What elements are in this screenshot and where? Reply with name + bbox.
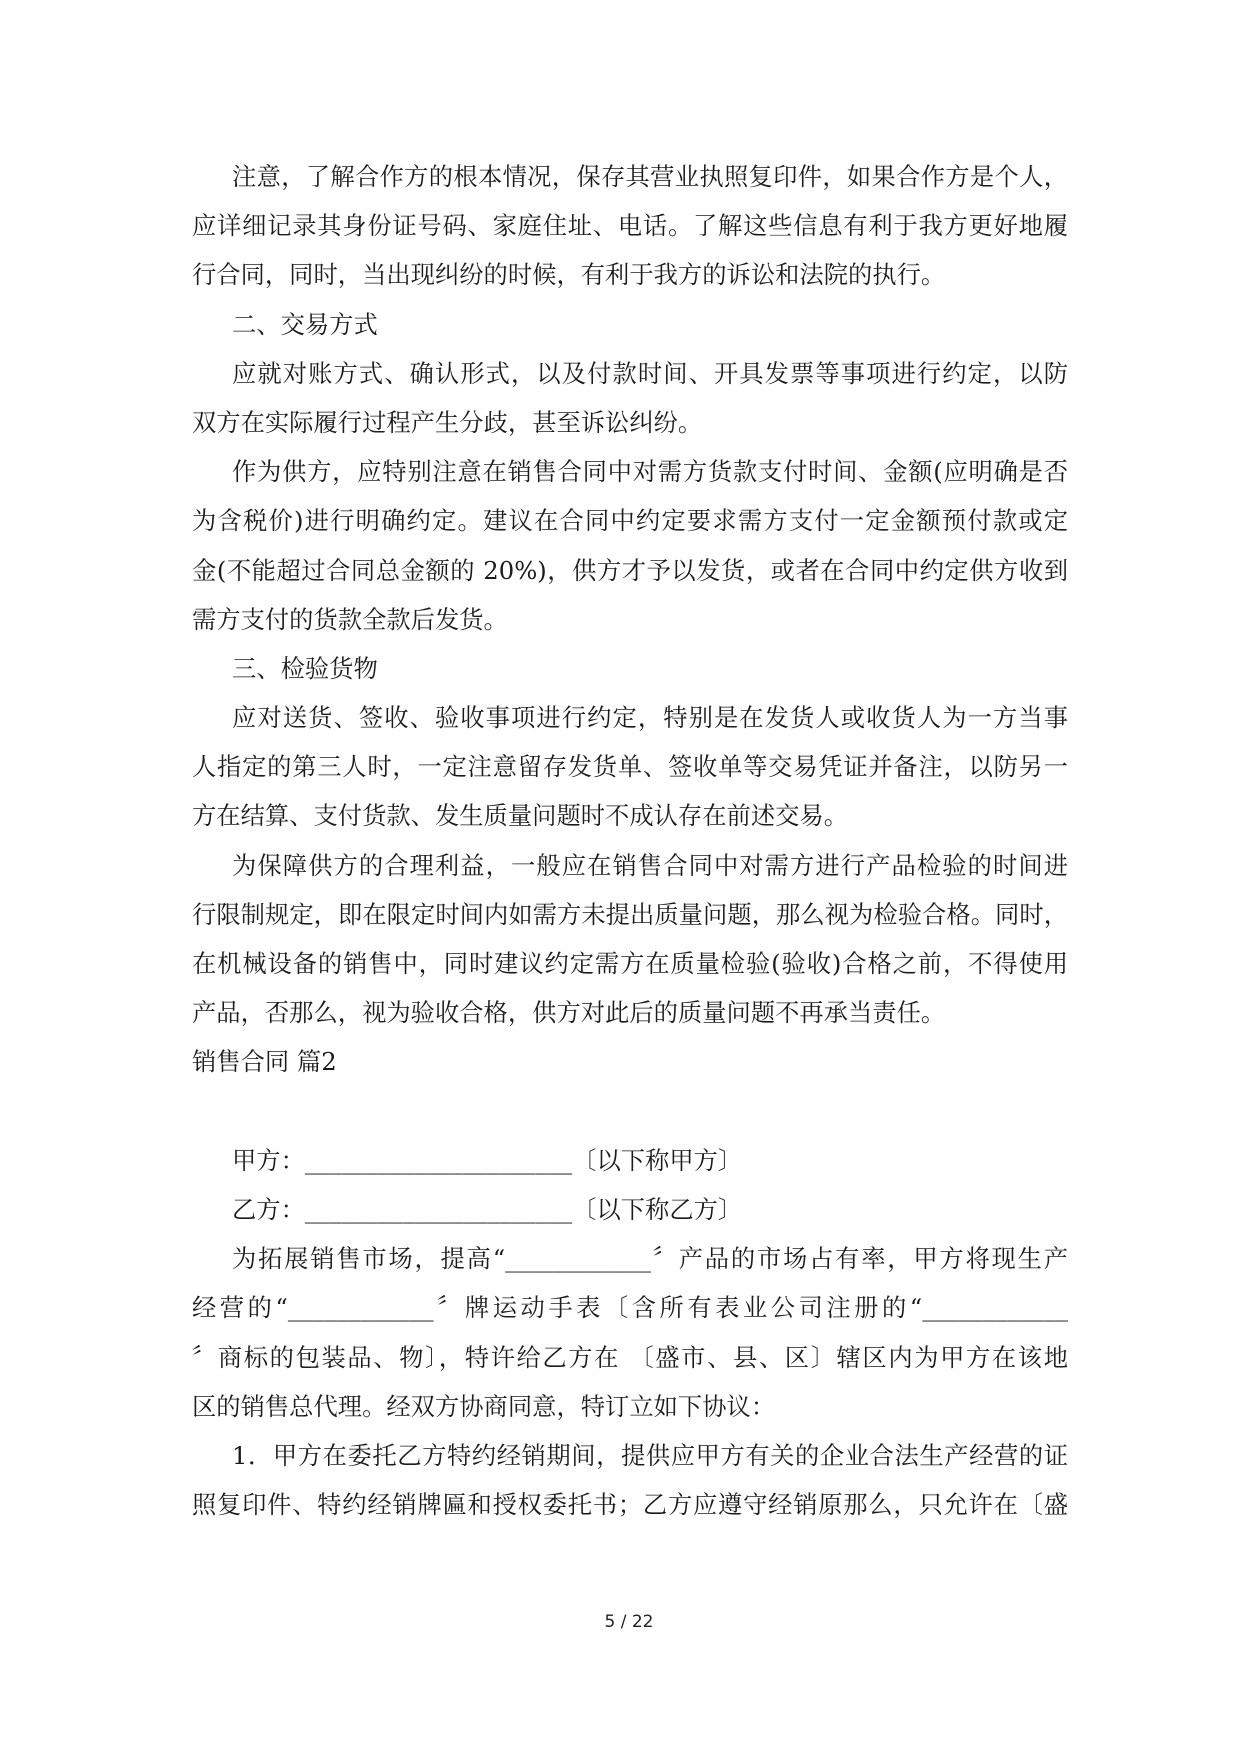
paragraph — [192, 841, 1068, 1038]
contract-title: 销售合同 篇2 — [192, 1047, 337, 1077]
paragraph — [192, 693, 1068, 841]
paragraph-line: 需方支付的货款全款后发货。 — [192, 604, 508, 634]
section-trade-method — [192, 300, 1068, 644]
paragraph — [192, 1431, 1068, 1529]
paragraph-line: 照复印件、特约经销牌匾和授权委托书；乙方应遵守经销原那么，只允许在〔盛 — [192, 1490, 1068, 1520]
paragraph-line: 为拓展销售市场，提高“____________〞产品的市场占有率，甲方将现生产 — [232, 1244, 1068, 1274]
paragraph-line: 为保障供方的合理利益，一般应在销售合同中对需方进行产品检验的时间进 — [232, 850, 1068, 880]
document-body — [192, 152, 1068, 1529]
paragraph-line: 双方在实际履行过程产生分歧，甚至诉讼纠纷。 — [192, 407, 703, 437]
party-b-line: 乙方：______________________〔以下称乙方〕 — [232, 1194, 743, 1224]
paragraph-line: 人指定的第三人时，一定注意留存发货单、签收单等交易凭证并备注，以防另一 — [192, 752, 1068, 782]
paragraph-line: 区的销售总代理。经双方协商同意，特订立如下协议： — [192, 1391, 776, 1421]
paragraph-line: 注意，了解合作方的根本情况，保存其营业执照复印件，如果合作方是个人， — [232, 162, 1068, 191]
paragraph-line: 行合同，同时，当出现纠纷的时候，有利于我方的诉讼和法院的执行。 — [192, 260, 946, 290]
paragraph-line: 行限制规定，即在限定时间内如需方未提出质量问题，那么视为检验合格。同时， — [192, 899, 1068, 929]
paragraph-line: 产品，否那么，视为验收合格，供方对此后的质量问题不再承当责任。 — [192, 998, 946, 1028]
paragraph-line: 为含税价)进行明确约定。建议在合同中约定要求需方支付一定金额预付款或定 — [192, 506, 1068, 536]
paragraph — [192, 349, 1068, 447]
party-a-line: 甲方：______________________〔以下称甲方〕 — [232, 1145, 743, 1175]
section-heading: 二、交易方式 — [232, 309, 378, 339]
section-heading: 三、检验货物 — [232, 653, 378, 683]
section-inspection — [192, 644, 1068, 1038]
paragraph-line: 方在结算、支付货款、发生质量问题时不成认存在前述交易。 — [192, 801, 849, 831]
paragraph-line: 应对送货、签收、验收事项进行约定，特别是在发货人或收货人为一方当事 — [232, 703, 1068, 733]
paragraph — [192, 152, 1068, 300]
paragraph-line: 应详细记录其身份证号码、家庭住址、电话。了解这些信息有利于我方更好地履 — [192, 211, 1068, 241]
blank-line — [192, 1087, 1068, 1136]
paragraph — [192, 447, 1068, 644]
paragraph-line: 金(不能超过合同总金额的 20%)，供方才予以发货，或者在合同中约定供方收到 — [192, 555, 1068, 585]
page-number: 5 / 22 — [604, 1612, 654, 1632]
paragraph-line: 1．甲方在委托乙方特约经销期间，提供应甲方有关的企业合法生产经营的证 — [232, 1440, 1068, 1470]
paragraph-line: 应就对账方式、确认形式，以及付款时间、开具发票等事项进行约定，以防 — [232, 358, 1068, 388]
paragraph — [192, 1234, 1068, 1431]
paragraph-line: 〞商标的包装品、物〕，特许给乙方在 〔盛市、县、区〕辖区内为甲方在该地 — [192, 1342, 1068, 1372]
paragraph-line: 作为供方，应特别注意在销售合同中对需方货款支付时间、金额(应明确是否 — [232, 457, 1068, 487]
paragraph-line: 在机械设备的销售中，同时建议约定需方在质量检验(验收)合格之前，不得使用 — [192, 949, 1068, 978]
paragraph-line: 经营的“____________〞牌运动手表〔含所有表业公司注册的“____________ — [192, 1293, 1068, 1323]
